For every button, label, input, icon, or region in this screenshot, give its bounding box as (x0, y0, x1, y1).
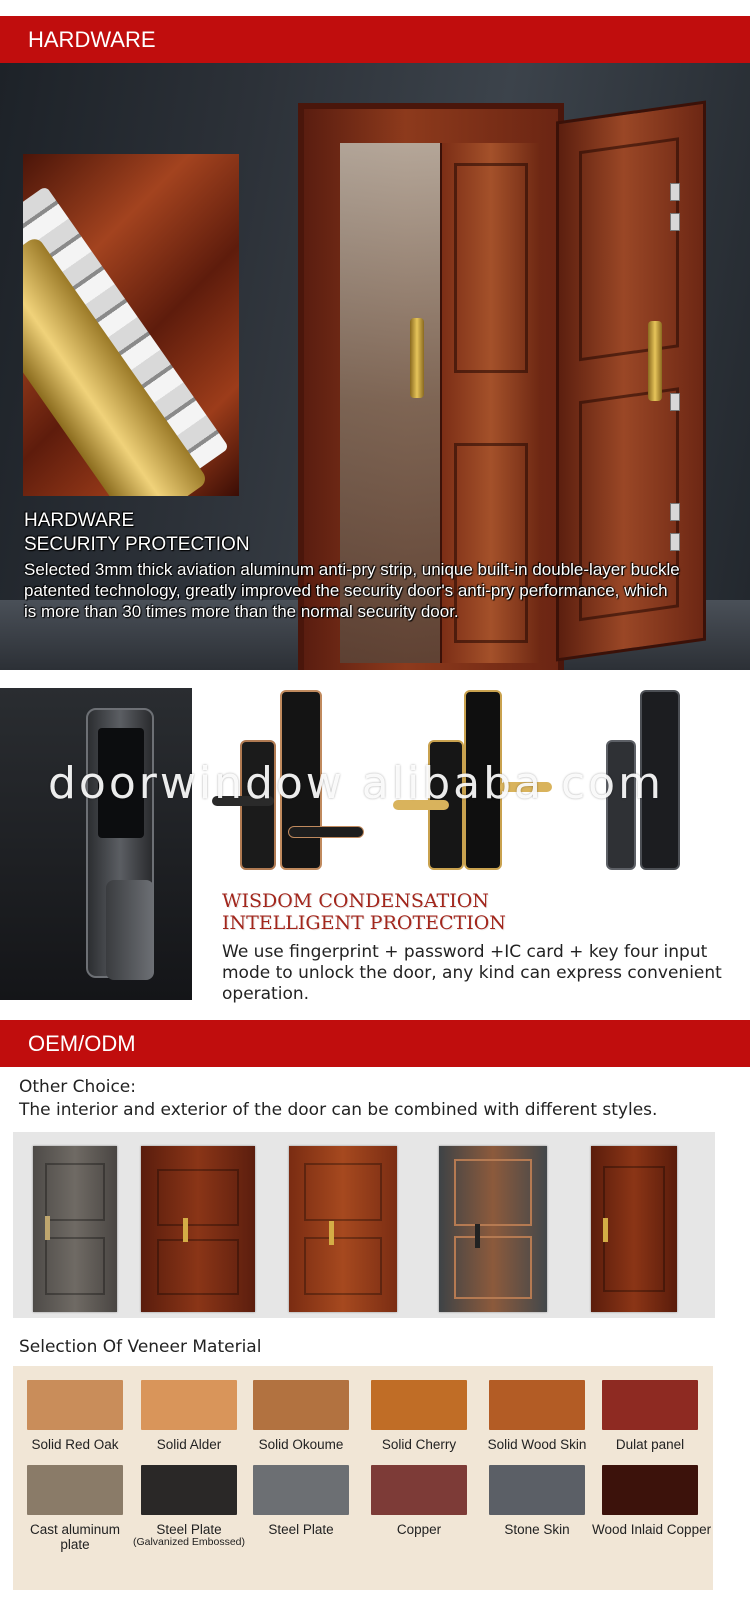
veneer-sublabel: (Galvanized Embossed) (132, 1536, 246, 1548)
door-panel (454, 163, 528, 373)
hardware-description: Selected 3mm thick aviation aluminum anti-pry strip, unique built-in double-layer buckle patented technology, greatly improved the security door's anti-pry performance, which is more than 30 times more than the normal security door. (24, 560, 680, 621)
veneer-item (592, 1380, 708, 1452)
smart-lock-photo (0, 688, 192, 1000)
veneer-label: Solid Red Oak (31, 1437, 119, 1452)
lock-closeup-inset (23, 154, 239, 496)
veneer-swatch (371, 1380, 467, 1430)
hardware-section-band (0, 16, 750, 63)
veneer-label: Solid Okoume (258, 1437, 344, 1452)
veneer-label: Solid Cherry (381, 1437, 457, 1452)
lock-bolt (670, 183, 680, 201)
door-panel (454, 1159, 532, 1225)
door-handle (603, 1218, 608, 1242)
veneer-material-grid (13, 1366, 713, 1590)
oem-intro (19, 1076, 657, 1122)
veneer-label: Stone Skin (504, 1522, 570, 1537)
door-style-4 (439, 1146, 547, 1312)
veneer-label: Cast aluminum plate (29, 1522, 121, 1552)
door-style-1 (33, 1146, 117, 1312)
door-panel (579, 137, 679, 361)
veneer-label: Solid Alder (156, 1437, 222, 1452)
veneer-item (479, 1465, 595, 1537)
veneer-label: Steel Plate (268, 1522, 334, 1537)
door-panel (454, 1236, 532, 1299)
veneer-item (131, 1380, 247, 1452)
door-handle (475, 1224, 480, 1248)
door-panel (157, 1239, 239, 1295)
door-handle (183, 1218, 188, 1242)
veneer-item (17, 1380, 133, 1452)
veneer-item (243, 1465, 359, 1537)
wisdom-heading-2: INTELLIGENT PROTECTION (222, 912, 506, 934)
lock-bolt (670, 393, 680, 411)
hardware-band-title: HARDWARE (28, 26, 156, 52)
veneer-swatch (489, 1465, 585, 1515)
door-panel (45, 1237, 106, 1295)
door-style-2 (141, 1146, 255, 1312)
veneer-label: Copper (396, 1522, 442, 1537)
veneer-item (361, 1380, 477, 1452)
veneer-swatch (27, 1465, 123, 1515)
hardware-heading-2: SECURITY PROTECTION (24, 534, 250, 555)
hardware-text-block (24, 509, 684, 622)
hardware-heading-1: HARDWARE (24, 510, 135, 531)
wisdom-heading-1: WISDOM CONDENSATION (222, 890, 489, 912)
veneer-label: Steel Plate (156, 1522, 222, 1537)
watermark-text: doorwindow alibaba com (48, 758, 664, 809)
veneer-item (361, 1465, 477, 1537)
smart-lock-handle (106, 880, 154, 980)
veneer-item (17, 1465, 133, 1552)
veneer-item (243, 1380, 359, 1452)
brass-lock-plate (23, 235, 209, 496)
veneer-swatch (489, 1380, 585, 1430)
door-handle (329, 1221, 334, 1245)
veneer-swatch (141, 1465, 237, 1515)
door-style-5 (591, 1146, 677, 1312)
door-styles-gallery (13, 1132, 715, 1318)
veneer-swatch (253, 1465, 349, 1515)
veneer-label: Solid Wood Skin (487, 1437, 587, 1452)
veneer-swatch (602, 1465, 698, 1515)
door-panel (603, 1166, 665, 1292)
veneer-swatch (371, 1465, 467, 1515)
smart-lock-description: We use fingerprint + password +IC card + key four input mode to unlock the door, any kind can express convenient operation. (222, 942, 722, 1004)
other-choice-text: The interior and exterior of the door can be combined with different styles. (19, 1100, 658, 1120)
door-panel (304, 1163, 382, 1221)
door-handle (410, 318, 424, 398)
door-panel (45, 1163, 106, 1221)
smart-lock-text-block (222, 890, 722, 1005)
veneer-swatch (602, 1380, 698, 1430)
other-choice-label: Other Choice: (19, 1077, 136, 1097)
veneer-item (479, 1380, 595, 1452)
door-handle (45, 1216, 50, 1240)
door-handle (648, 321, 662, 401)
door-style-3 (289, 1146, 397, 1312)
hardware-hero-image (0, 63, 750, 670)
door-panel (304, 1237, 382, 1295)
veneer-item (592, 1465, 712, 1537)
lock-bolt (670, 213, 680, 231)
veneer-label: Wood Inlaid Copper (592, 1522, 712, 1537)
veneer-swatch (253, 1380, 349, 1430)
product-lock-a-handle (288, 826, 364, 838)
oem-band-title: OEM/ODM (28, 1030, 136, 1056)
veneer-swatch (27, 1380, 123, 1430)
oem-section-band (0, 1020, 750, 1067)
veneer-section-title: Selection Of Veneer Material (19, 1337, 262, 1357)
veneer-label: Dulat panel (615, 1437, 685, 1452)
veneer-swatch (141, 1380, 237, 1430)
veneer-item (131, 1465, 247, 1548)
door-panel (157, 1169, 239, 1225)
